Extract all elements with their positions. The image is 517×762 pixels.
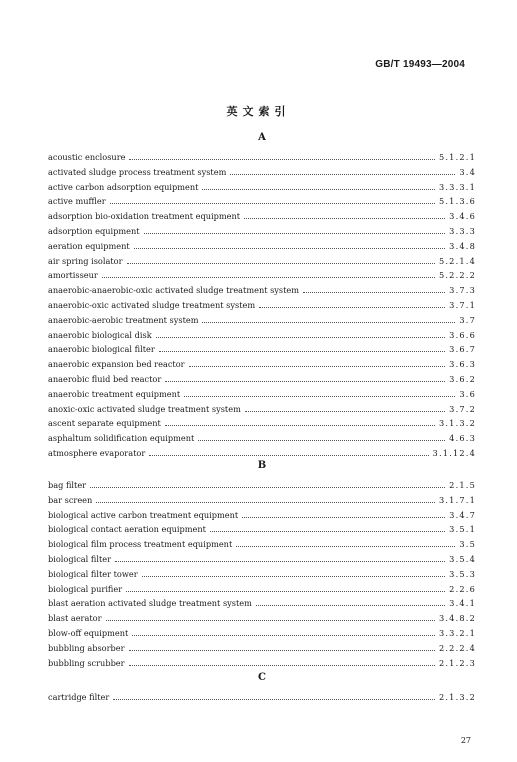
index-entry — [48, 611, 476, 626]
index-entry — [48, 522, 476, 537]
index-term: anaerobic biological disk — [48, 329, 152, 340]
index-reference: 3.6.3 — [449, 359, 476, 370]
index-reference: 2.2.2.4 — [438, 642, 476, 653]
dot-leader — [165, 372, 445, 382]
index-reference: 3.6.2 — [449, 373, 476, 384]
index-entry — [48, 372, 476, 387]
section-b — [48, 459, 476, 670]
index-reference: 3.1.3.2 — [438, 418, 476, 429]
index-entry — [48, 150, 476, 165]
index-entry — [48, 626, 476, 641]
index-title: 英文索引 — [226, 105, 291, 118]
index-reference: 3.3.2.1 — [438, 627, 476, 638]
index-reference: 3.1.7.1 — [438, 494, 476, 505]
index-entry — [48, 357, 476, 372]
dot-leader — [159, 342, 445, 352]
index-reference: 3.5.4 — [449, 553, 476, 564]
index-entry — [48, 387, 476, 402]
index-reference: 5.1.3.6 — [438, 196, 476, 207]
index-term: amortisseur — [48, 270, 98, 281]
index-entry — [48, 328, 476, 343]
index-reference: 3.4.7 — [449, 509, 476, 520]
index-reference: 5.2.1.4 — [438, 255, 476, 266]
index-entry — [48, 209, 476, 224]
index-term: anaerobic-aerobic treatment system — [48, 314, 199, 325]
index-reference: 3.7.2 — [449, 403, 476, 414]
index-term: anaerobic fluid bed reactor — [48, 373, 162, 384]
index-reference: 3.3.3.1 — [438, 181, 476, 192]
index-reference: 3.4.1 — [449, 598, 476, 609]
dot-leader — [230, 165, 455, 175]
index-entry — [48, 165, 476, 180]
dot-leader — [256, 596, 445, 606]
index-term: acoustic enclosure — [48, 152, 126, 162]
index-entry — [48, 537, 476, 552]
index-reference: 3.4 — [459, 166, 476, 177]
index-reference: 3.7.3 — [449, 285, 476, 296]
page-number: 27 — [460, 736, 471, 745]
index-entry — [48, 552, 476, 567]
dot-leader — [142, 567, 446, 577]
index-term: biological contact aeration equipment — [48, 524, 206, 535]
index-reference: 5.1.2.1 — [438, 152, 476, 162]
index-reference: 3.4.8.2 — [438, 613, 476, 624]
index-entry — [48, 402, 476, 417]
index-entry — [48, 298, 476, 313]
index-term: biological filter tower — [48, 568, 138, 579]
index-reference: 2.2.6 — [449, 583, 476, 594]
dot-leader — [144, 224, 446, 234]
index-term: activated sludge process treatment system — [48, 166, 227, 177]
index-reference: 3.5 — [459, 539, 476, 550]
dot-leader — [303, 283, 445, 293]
index-entry — [48, 239, 476, 254]
index-entry — [48, 641, 476, 656]
index-term: ascent separate equipment — [48, 418, 161, 429]
dot-leader — [156, 328, 445, 338]
section-letter: A — [258, 132, 266, 143]
index-entry — [48, 567, 476, 582]
index-reference: 4.6.3 — [449, 433, 476, 444]
section-c — [48, 671, 476, 705]
index-entry — [48, 180, 476, 195]
dot-leader — [165, 416, 435, 426]
index-term: anaerobic expansion bed reactor — [48, 359, 185, 370]
dot-leader — [115, 552, 445, 562]
index-entry — [48, 254, 476, 269]
index-term: anoxic-oxic activated sludge treatment system — [48, 403, 241, 414]
index-term: asphaltum solidification equipment — [48, 433, 195, 444]
dot-leader — [242, 508, 445, 518]
dot-leader — [129, 656, 435, 666]
index-reference: 3.5.1 — [449, 524, 476, 535]
dot-leader — [149, 446, 428, 456]
dot-leader — [245, 402, 445, 412]
dot-leader — [113, 690, 435, 700]
index-entry — [48, 493, 476, 508]
index-term: adsorption bio-oxidation treatment equipment — [48, 211, 241, 222]
index-reference: 3.7.1 — [449, 299, 476, 310]
doc-code: GB/T 19493—2004 — [375, 59, 465, 70]
dot-leader — [129, 641, 435, 651]
index-entry — [48, 283, 476, 298]
index-entry — [48, 656, 476, 671]
index-term: active muffler — [48, 196, 106, 207]
dot-leader — [244, 209, 445, 219]
index-entry — [48, 596, 476, 611]
index-term: anaerobic-oxic activated sludge treatment system — [48, 299, 256, 310]
index-entry — [48, 478, 476, 493]
index-reference: 3.5.3 — [449, 568, 476, 579]
dot-leader — [90, 478, 445, 488]
index-entry — [48, 342, 476, 357]
index-term: adsorption equipment — [48, 225, 140, 236]
index-term: biological film process treatment equipment — [48, 539, 233, 550]
index-entry — [48, 582, 476, 597]
index-reference: 3.6.6 — [449, 329, 476, 340]
index-term: biological filter — [48, 553, 112, 564]
dot-leader — [129, 150, 434, 160]
dot-leader — [106, 611, 435, 621]
section-letter: C — [258, 672, 266, 683]
index-reference: 3.4.6 — [449, 211, 476, 222]
index-term: biological purifier — [48, 583, 123, 594]
dot-leader — [132, 626, 435, 636]
index-entry — [48, 690, 476, 705]
index-reference: 3.4.8 — [449, 240, 476, 251]
index-reference: 3.6.7 — [449, 344, 476, 355]
index-reference: 2.1.3.2 — [438, 692, 476, 702]
dot-leader — [236, 537, 455, 547]
dot-leader — [198, 431, 445, 441]
dot-leader — [134, 239, 446, 249]
index-term: aeration equipment — [48, 240, 130, 251]
index-term: active carbon adsorption equipment — [48, 181, 199, 192]
dot-leader — [202, 313, 455, 323]
index-term: cartridge filter — [48, 692, 110, 702]
index-term: anaerobic-anaerobic-oxic activated sludge treatment system — [48, 285, 300, 296]
dot-leader — [96, 493, 435, 503]
index-term: blow-off equipment — [48, 627, 129, 638]
index-reference: 3.1.12.4 — [432, 447, 476, 458]
index-entry — [48, 416, 476, 431]
index-term: bubbling scrubber — [48, 657, 125, 668]
index-reference: 2.1.5 — [449, 480, 476, 490]
index-reference: 2.1.2.3 — [438, 657, 476, 668]
dot-leader — [202, 180, 435, 190]
dot-leader — [210, 522, 445, 532]
dot-leader — [189, 357, 446, 367]
index-term: blast aeration activated sludge treatment system — [48, 598, 252, 609]
index-term: air spring isolator — [48, 255, 123, 266]
index-entry — [48, 508, 476, 523]
index-term: bag filter — [48, 480, 87, 490]
index-term: biological active carbon treatment equipment — [48, 509, 239, 520]
index-entry — [48, 268, 476, 283]
index-term: bar screen — [48, 494, 93, 505]
section-letter: B — [257, 460, 267, 471]
index-reference: 3.7 — [459, 314, 476, 325]
dot-leader — [127, 254, 435, 264]
index-term: atmosphere evaporator — [48, 447, 146, 458]
index-entry — [48, 224, 476, 239]
index-entry — [48, 194, 476, 209]
index-term: anaerobic treatment equipment — [48, 388, 181, 399]
index-term: bubbling absorber — [48, 642, 125, 653]
dot-leader — [110, 194, 435, 204]
index-reference: 5.2.2.2 — [438, 270, 476, 281]
dot-leader — [184, 387, 455, 397]
index-reference: 3.3.3 — [449, 225, 476, 236]
index-term: anaerobic biological filter — [48, 344, 155, 355]
dot-leader — [102, 268, 435, 278]
index-entry — [48, 313, 476, 328]
dot-leader — [259, 298, 445, 308]
index-term: blast aerator — [48, 613, 102, 624]
index-entry — [48, 431, 476, 446]
index-reference: 3.6 — [459, 388, 476, 399]
section-a — [48, 131, 476, 461]
dot-leader — [126, 582, 445, 592]
